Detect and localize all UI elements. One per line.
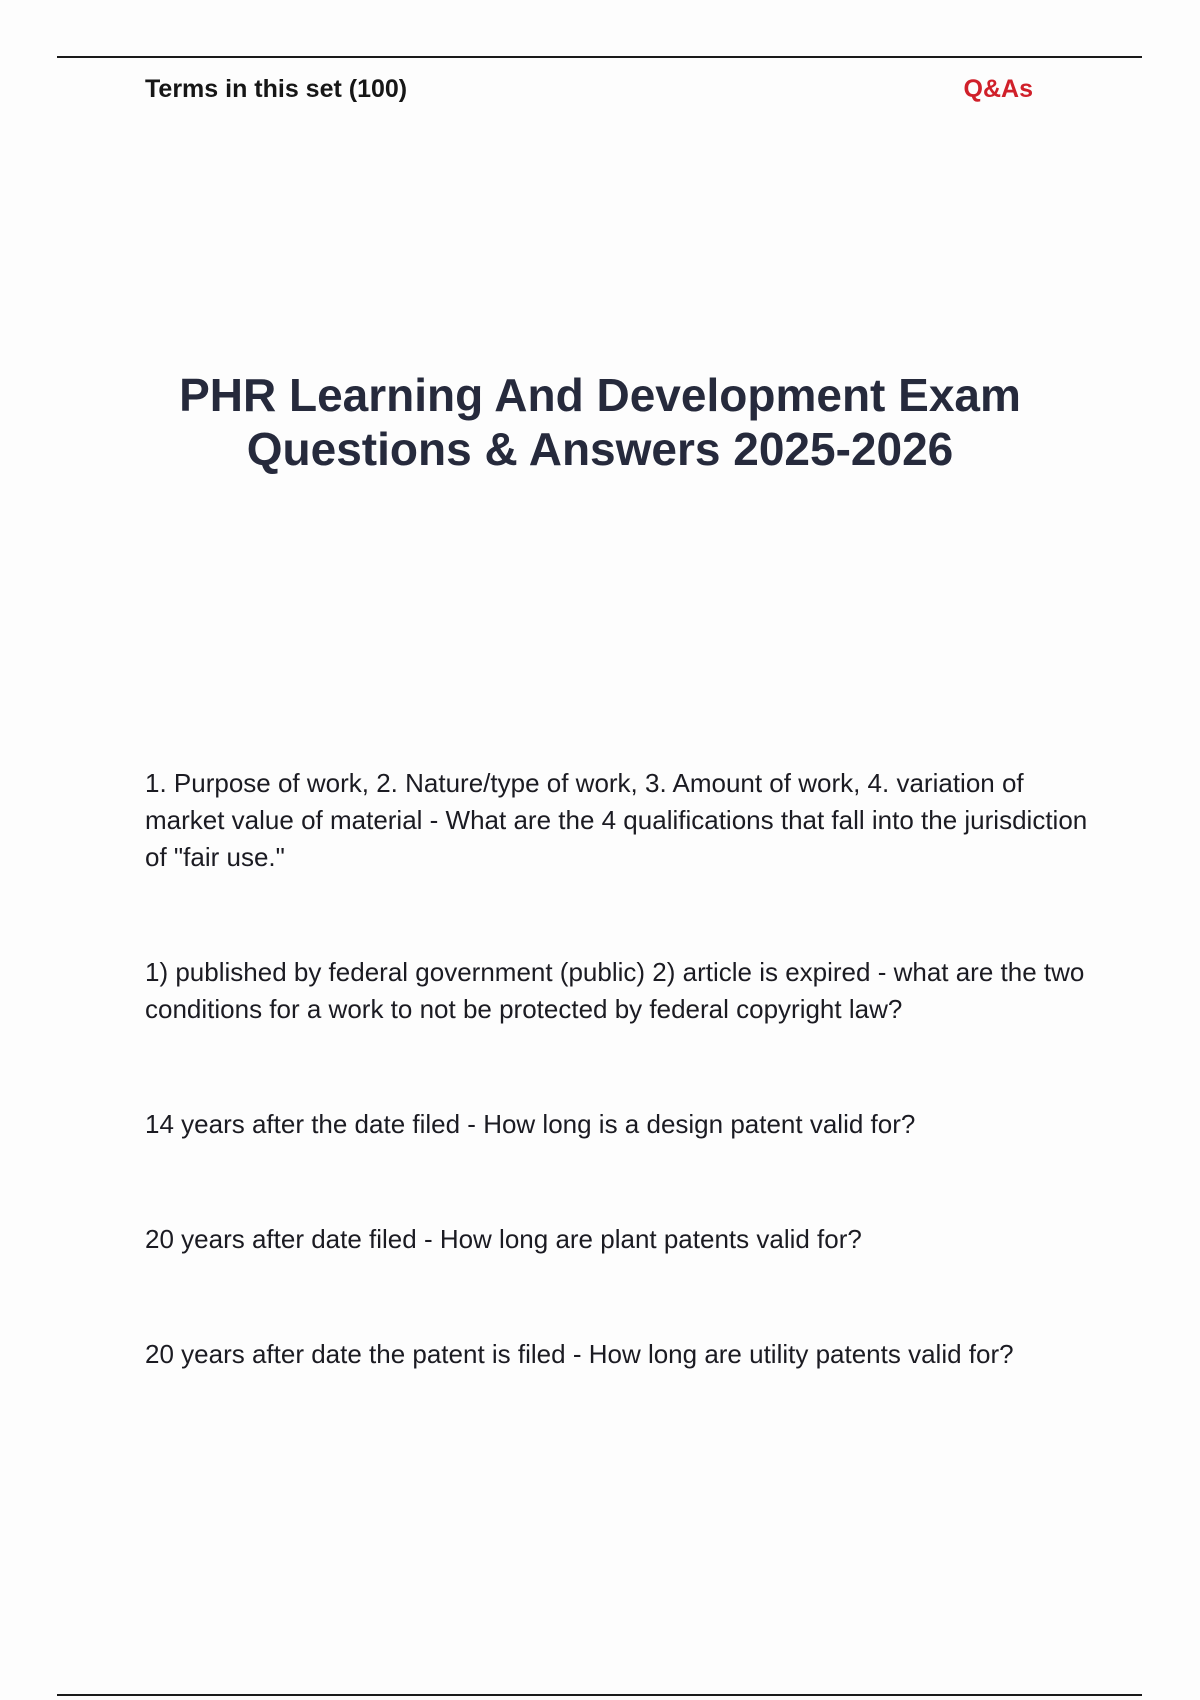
qa-list [145,765,1095,1373]
qa-item: 1. Purpose of work, 2. Nature/type of work, 3. Amount of work, 4. variation of market value of material - What are the 4 qualifications that fall into the jurisdiction of "fair use." [145,768,1088,872]
document-title [100,368,1100,476]
qa-item: 20 years after date filed - How long are plant patents valid for? [145,1224,862,1254]
qa-tag-label: Q&As [963,75,1033,103]
qa-item: 1) published by federal government (public) 2) article is expired - what are the two conditions for a work to not be protected by federal copyright law? [145,957,1085,1024]
top-divider [57,56,1142,58]
page-header [145,74,1033,104]
terms-count-label: Terms in this set (100) [145,75,408,103]
bottom-divider [57,1694,1142,1696]
qa-item: 20 years after date the patent is filed - How long are utility patents valid for? [145,1339,1014,1369]
qa-item: 14 years after the date filed - How long is a design patent valid for? [145,1109,916,1139]
title-line-2: Questions & Answers 2025-2026 [246,423,954,475]
title-line-1: PHR Learning And Development Exam [179,369,1021,421]
